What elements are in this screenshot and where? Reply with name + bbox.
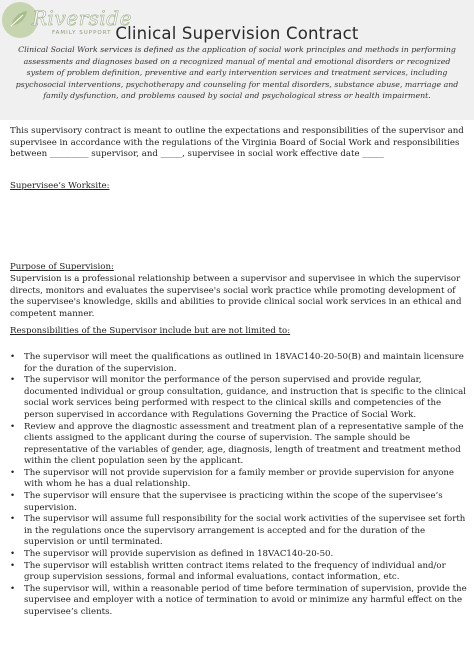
bullet: •: [10, 514, 16, 525]
list-item-text: The supervisor will establish written contract items related to the frequency of individual and/or group supervision sessions, formal and informal evaluations, contact information, etc.: [24, 560, 446, 583]
header-band: [0, 0, 474, 120]
bullet: •: [10, 491, 16, 502]
responsibilities-list: [8, 352, 468, 619]
worksite-label: Supervisee’s Worksite:: [10, 180, 110, 191]
list-item-text: Review and approve the diagnostic assessment and treatment plan of a representative sample of the clients assigned to the applicant during the course of supervision. The sample should be representative of the variables of gender, age, diagnosis, length of treatment and treatment method within the client population seen by the applicant.: [24, 421, 464, 467]
list-item-text: The supervisor will assume full responsibility for the social work activities of the supervisee set forth in the regulations once the supervisory arrangement is accepted and for the duration of the supervision or until terminated.: [24, 514, 466, 548]
contract-body: [8, 122, 468, 619]
list-item-text: The supervisor will monitor the performance of the person supervised and provide regular, documented individual or group consultation, guidance, and instruction that is specific to the clinical social work services being performed with respect to the clinical skills and competencies of the person supervised in accordance with Regulations Governing the Practice of Social Work.: [24, 375, 466, 420]
bullet: •: [10, 560, 16, 571]
contract-intro-paragraph: This supervisory contract is meant to outline the expectations and responsibilities of the supervisor and supervisee in accordance with the regulations of the Virginia Board of Social Work and responsibilities between _________ supervisor, and _____, supervisee in social work effective date _____: [10, 126, 464, 160]
logo-subtitle: FAMILY SUPPORT: [52, 30, 112, 36]
list-item-text: The supervisor will ensure that the supervisee is practicing within the scope of the supervisee’s supervision.: [24, 491, 443, 513]
list-item-text: The supervisor will meet the qualifications as outlined in 18VAC140-20-50(B) and maintain licensure for the duration of the supervision.: [24, 351, 464, 374]
list-item: [8, 549, 468, 561]
list-item: [8, 514, 468, 549]
list-item: [8, 352, 468, 375]
purpose-text: Supervision is a professional relationship between a supervisor and supervisee in which the supervisor directs, monitors and evaluates the supervisee's social work practice while promoting development of the supervisee's knowledge, skills and abilities to provide clinical social work services in an ethical and competent manner.: [10, 273, 462, 319]
bullet: •: [10, 421, 16, 432]
list-item: [8, 491, 468, 514]
bullet: •: [10, 351, 16, 362]
list-item: [8, 561, 468, 584]
list-item: [8, 375, 468, 421]
bullet: •: [10, 467, 16, 478]
responsibilities-heading: Responsibilities of the Supervisor include but are not limited to:: [10, 326, 291, 337]
bullet: •: [10, 583, 16, 594]
logo-name: Riverside: [32, 6, 132, 30]
purpose-heading: Purpose of Supervision:: [10, 262, 114, 273]
list-item-text: The supervisor will provide supervision as defined in 18VAC140-20-50.: [24, 549, 334, 560]
list-item: [8, 584, 468, 619]
list-item: [8, 422, 468, 468]
list-item: [8, 468, 468, 491]
bullet: •: [10, 549, 16, 560]
intro-definition: Clinical Social Work services is defined as the application of social work principles and methods in performing assessments and diagnoses based on a recognized manual of mental and emotional disorders or recognized system of problem definition, preventive and early intervention services and treatment services, including psychosocial interventions, psychotherapy and counseling for mental disorders, substance abuse, marriage and family dysfunction, and problems caused by social and psychological stress or health impairment.: [15, 45, 459, 100]
list-item-text: The supervisor will, within a reasonable period of time before termination of supervision, provide the supervisee and employer with a notice of termination to avoid or minimize any harmful effect on the supervisee’s clients.: [24, 583, 467, 617]
page-title: Clinical Supervision Contract: [115, 24, 359, 43]
list-item-text: The supervisor will not provide supervision for a family member or provide supervision for anyone with whom he has a dual relationship.: [24, 467, 454, 490]
bullet: •: [10, 375, 16, 386]
